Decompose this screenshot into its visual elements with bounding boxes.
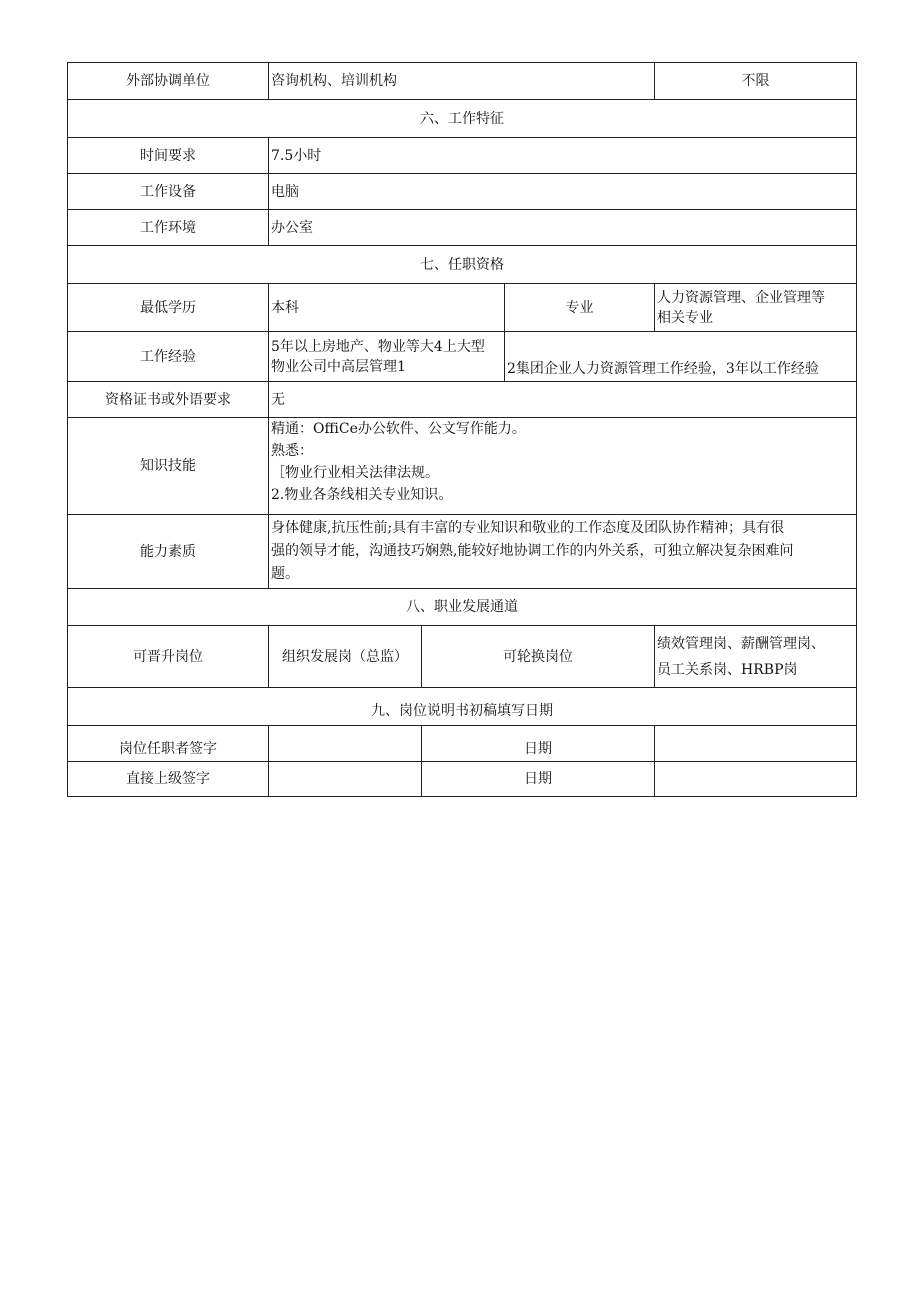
major-label: 专业 [505,284,655,332]
job-description-table [67,62,857,797]
knowledge-value [269,418,857,515]
ability-label: 能力素质 [68,515,269,589]
knowledge-label: 知识技能 [68,418,269,515]
row-career [68,626,857,688]
experience-line-3: 2集团企业人力资源管理工作经验，3年以工作经验 [505,358,857,382]
ability-line-1: 身体健康,抗压性前;具有丰富的专业知识和敬业的工作态度及团队协作精神；具有很 [271,520,785,536]
sign1-field[interactable] [269,726,422,762]
experience-line-2: 物业公司中高层管理1 [271,358,406,375]
rotate-line-2: 员工关系岗、HRBP岗 [657,661,798,678]
section-7-row [68,246,857,284]
environment-value: 办公室 [269,210,857,246]
promote-value: 组织发展岗（总监） [269,626,422,688]
section-8-row [68,589,857,626]
equipment-value: 电脑 [269,174,857,210]
experience-value-left [269,332,505,382]
rotate-label: 可轮换岗位 [422,626,655,688]
ability-value [269,515,857,589]
row-sign-2 [68,762,857,797]
external-value: 咨询机构、培训机构 [269,63,655,100]
experience-blank [505,332,857,358]
row-time [68,138,857,174]
section-9-row [68,688,857,726]
education-label: 最低学历 [68,284,269,332]
section-8-heading: 八、职业发展通道 [68,589,857,626]
time-value: 7.5小时 [269,138,857,174]
education-value: 本科 [269,284,505,332]
certificate-value: 无 [269,382,857,418]
section-6-row [68,100,857,138]
time-label: 时间要求 [68,138,269,174]
knowledge-line-3: ［物业行业相关法律法规。 [271,465,439,481]
experience-label: 工作经验 [68,332,269,382]
knowledge-line-2: 熟悉： [271,443,313,459]
row-experience-a [68,332,857,358]
experience-line-1: 5年以上房地产、物业等大4上大型 [271,338,485,355]
section-6-heading: 六、工作特征 [68,100,857,138]
ability-line-3: 题。 [271,566,299,582]
knowledge-line-4: 2.物业各条线相关专业知识。 [271,487,453,503]
rotate-line-1: 绩效管理岗、薪酬管理岗、 [657,635,826,652]
major-line-2: 相关专业 [657,309,714,326]
row-external [68,63,857,100]
promote-label: 可晋升岗位 [68,626,269,688]
environment-label: 工作环境 [68,210,269,246]
equipment-label: 工作设备 [68,174,269,210]
rotate-value [655,626,857,688]
sign2-date-label: 日期 [422,762,655,797]
sign1-date-label: 日期 [422,726,655,762]
external-label: 外部协调单位 [68,63,269,100]
row-environment [68,210,857,246]
row-knowledge [68,418,857,515]
sign1-date-field[interactable] [655,726,857,762]
sign2-label: 直接上级签字 [68,762,269,797]
major-line-1: 人力资源管理、企业管理等 [657,289,826,306]
sign1-label: 岗位任职者签字 [68,726,269,762]
sign2-field[interactable] [269,762,422,797]
certificate-label: 资格证书或外语要求 [68,382,269,418]
row-sign-1 [68,726,857,762]
section-9-heading: 九、岗位说明书初稿填写日期 [68,688,857,726]
row-equipment [68,174,857,210]
row-certificate [68,382,857,418]
external-extra: 不限 [655,63,857,100]
row-ability [68,515,857,589]
ability-line-2: 强的领导才能，沟通技巧娴熟,能较好地协调工作的内外关系，可独立解决复杂困难问 [271,543,794,559]
major-value [655,284,857,332]
sign2-date-field[interactable] [655,762,857,797]
row-education [68,284,857,332]
section-7-heading: 七、任职资格 [68,246,857,284]
knowledge-line-1: 精通：OffiCe办公软件、公文写作能力。 [271,421,526,437]
